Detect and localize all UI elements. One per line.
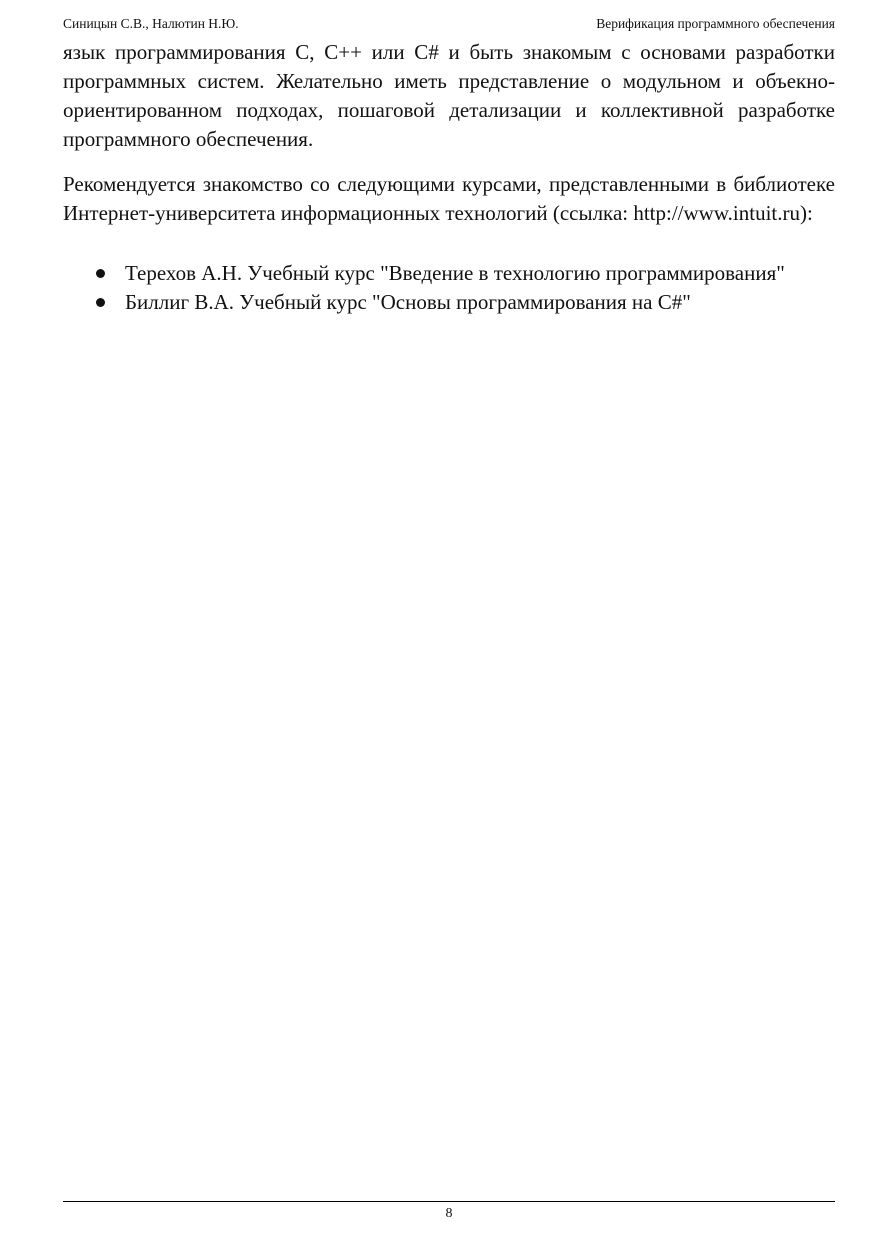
paragraph-recommended-courses: Рекомендуется знакомство со следующими курсами, представленными в библиотеке Интернет-университета информационных технологий (ссылка: http://www.intuit.ru): <box>63 172 835 225</box>
list-item <box>63 288 835 317</box>
page-content <box>63 38 835 317</box>
header-authors: Синицын С.В., Налютин Н.Ю. <box>63 16 239 31</box>
header-title: Верификация программного обеспечения <box>596 16 835 31</box>
bullet-icon <box>96 298 105 307</box>
list-item <box>63 259 835 288</box>
page-number: 8 <box>445 1206 453 1221</box>
footer-divider <box>63 1201 835 1202</box>
bullet-icon <box>96 269 105 278</box>
course-text: Терехов А.Н. Учебный курс "Введение в технологию программирования" <box>125 261 785 285</box>
course-list <box>63 259 835 317</box>
paragraph-prerequisites: язык программирования C, C++ или C# и быть знакомым с основами разработки программных систем. Желательно иметь представление о модульном и объекно-ориентированном подходах, пошаговой детализации и коллективной разработке программного обеспечения. <box>63 40 835 151</box>
course-text: Биллиг В.А. Учебный курс "Основы программирования на C#" <box>125 290 691 314</box>
page-header <box>63 15 835 33</box>
